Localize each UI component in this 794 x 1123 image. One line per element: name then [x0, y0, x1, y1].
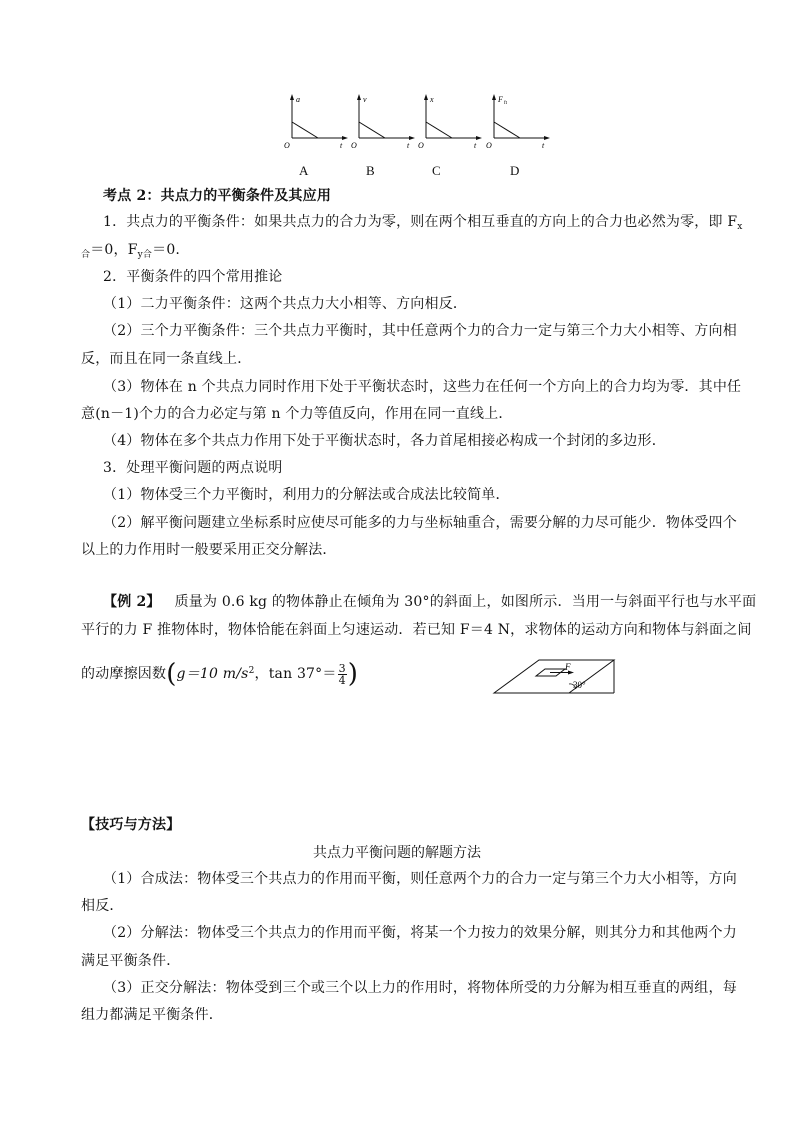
t-label: t: [340, 141, 343, 150]
option-b: B: [366, 163, 375, 178]
axis-label: F: [498, 95, 503, 104]
paragraph-4-line-2: 反，而且在同一条直线上．: [81, 351, 252, 367]
axis-label: v: [363, 95, 367, 104]
fraction-3-4: $\frac{3}{4}$: [338, 661, 346, 687]
example-line-2: 平行的力 F 推物体时，物体恰能在斜面上匀速运动．若已知 F＝4 N，求物体的运动方向和物体与斜面之间: [81, 622, 752, 638]
paragraph-7: 3．处理平衡问题的两点说明: [103, 460, 283, 476]
paragraph-6: （4）物体在多个共点力作用下处于平衡状态时，各力首尾相接必构成一个封闭的多边形．: [103, 433, 666, 449]
t-label: t: [407, 141, 410, 150]
t-label: t: [474, 141, 477, 150]
t-label: t: [542, 141, 545, 150]
graph-b: [351, 92, 415, 154]
paragraph-5-line-2: 意(n－1)个力的合力必定与第 n 个力等值反向，作用在同一直线上．: [81, 406, 513, 422]
force-label: F: [565, 662, 571, 672]
tips-title: 共点力平衡问题的解题方法: [313, 845, 481, 861]
tip-1-line-2: 相反．: [81, 898, 124, 914]
paragraph-2: 2．平衡条件的四个常用推论: [103, 269, 283, 285]
tips-heading: 【技巧与方法】: [81, 817, 181, 833]
tip-3-line-2: 组力都满足平衡条件．: [81, 1007, 223, 1023]
example-line-1: 【例 2】 质量为 0.6 kg 的物体静止在倾角为 30°的斜面上，如图所示．当用一与斜面平行也与水平面: [103, 594, 757, 610]
graph-a: [284, 92, 348, 154]
option-d: D: [510, 163, 520, 178]
paragraph-4-line-1: （2）三个力平衡条件：三个共点力平衡时，其中任意两个力的合力一定与第三个力大小相等、方向相: [103, 323, 737, 339]
paragraph-9-line-2: 以上的力作用时一般要采用正交分解法．: [81, 542, 337, 558]
origin-label: O: [418, 141, 424, 150]
paragraph-1-line-1: 1．共点力的平衡条件：如果共点力的合力为零，则在两个相互垂直的方向上的合力也必然为零，即 $F_x$: [103, 214, 743, 232]
axis-label: a: [296, 95, 300, 104]
angle-label: 30°: [573, 680, 586, 690]
tip-2-line-2: 满足平衡条件．: [81, 953, 181, 969]
example-line-3: 的动摩擦因数(g＝10 $m/s^2$，tan 37°＝ $\frac{3}{4}$ ): [81, 659, 359, 689]
incline-figure: [492, 656, 616, 696]
option-a: A: [299, 163, 309, 178]
tip-1-line-1: （1）合成法：物体受三个共点力的作用而平衡，则任意两个力的合力一定与第三个力大小相等，方向: [103, 871, 737, 887]
origin-label: O: [486, 141, 492, 150]
paragraph-3: （1）二力平衡条件：这两个共点力大小相等、方向相反．: [103, 296, 468, 312]
option-c: C: [432, 163, 441, 178]
axis-sub-label: ft: [504, 101, 508, 106]
paragraph-5-line-1: （3）物体在 n 个共点力同时作用下处于平衡状态时，这些力在任何一个方向上的合力均为零．其中任: [103, 379, 742, 395]
graph-c: [418, 92, 482, 154]
origin-label: O: [351, 141, 357, 150]
example-label: 【例 2】: [103, 594, 161, 610]
origin-label: O: [284, 141, 290, 150]
paragraph-9-line-1: （2）解平衡问题建立坐标系时应使尽可能多的力与坐标轴重合，需要分解的力尽可能少．物体受四个: [103, 515, 737, 531]
section-heading: 考点 2：共点力的平衡条件及其应用: [103, 188, 332, 204]
paragraph-8: （1）物体受三个力平衡时，利用力的分解法或合成法比较简单．: [103, 487, 510, 503]
tip-2-line-1: （2）分解法：物体受三个共点力的作用而平衡，将某一个力按力的效果分解，则其分力和其他两个力: [103, 925, 737, 941]
tip-3-line-1: （3）正交分解法：物体受到三个或三个以上力的作用时，将物体所受的力分解为相互垂直的两组，每: [103, 980, 737, 996]
paragraph-1-line-2: $_合$＝0，$F_{y合}=0$.: [81, 242, 181, 260]
graph-d: [486, 92, 550, 154]
axis-label: x: [430, 95, 434, 104]
